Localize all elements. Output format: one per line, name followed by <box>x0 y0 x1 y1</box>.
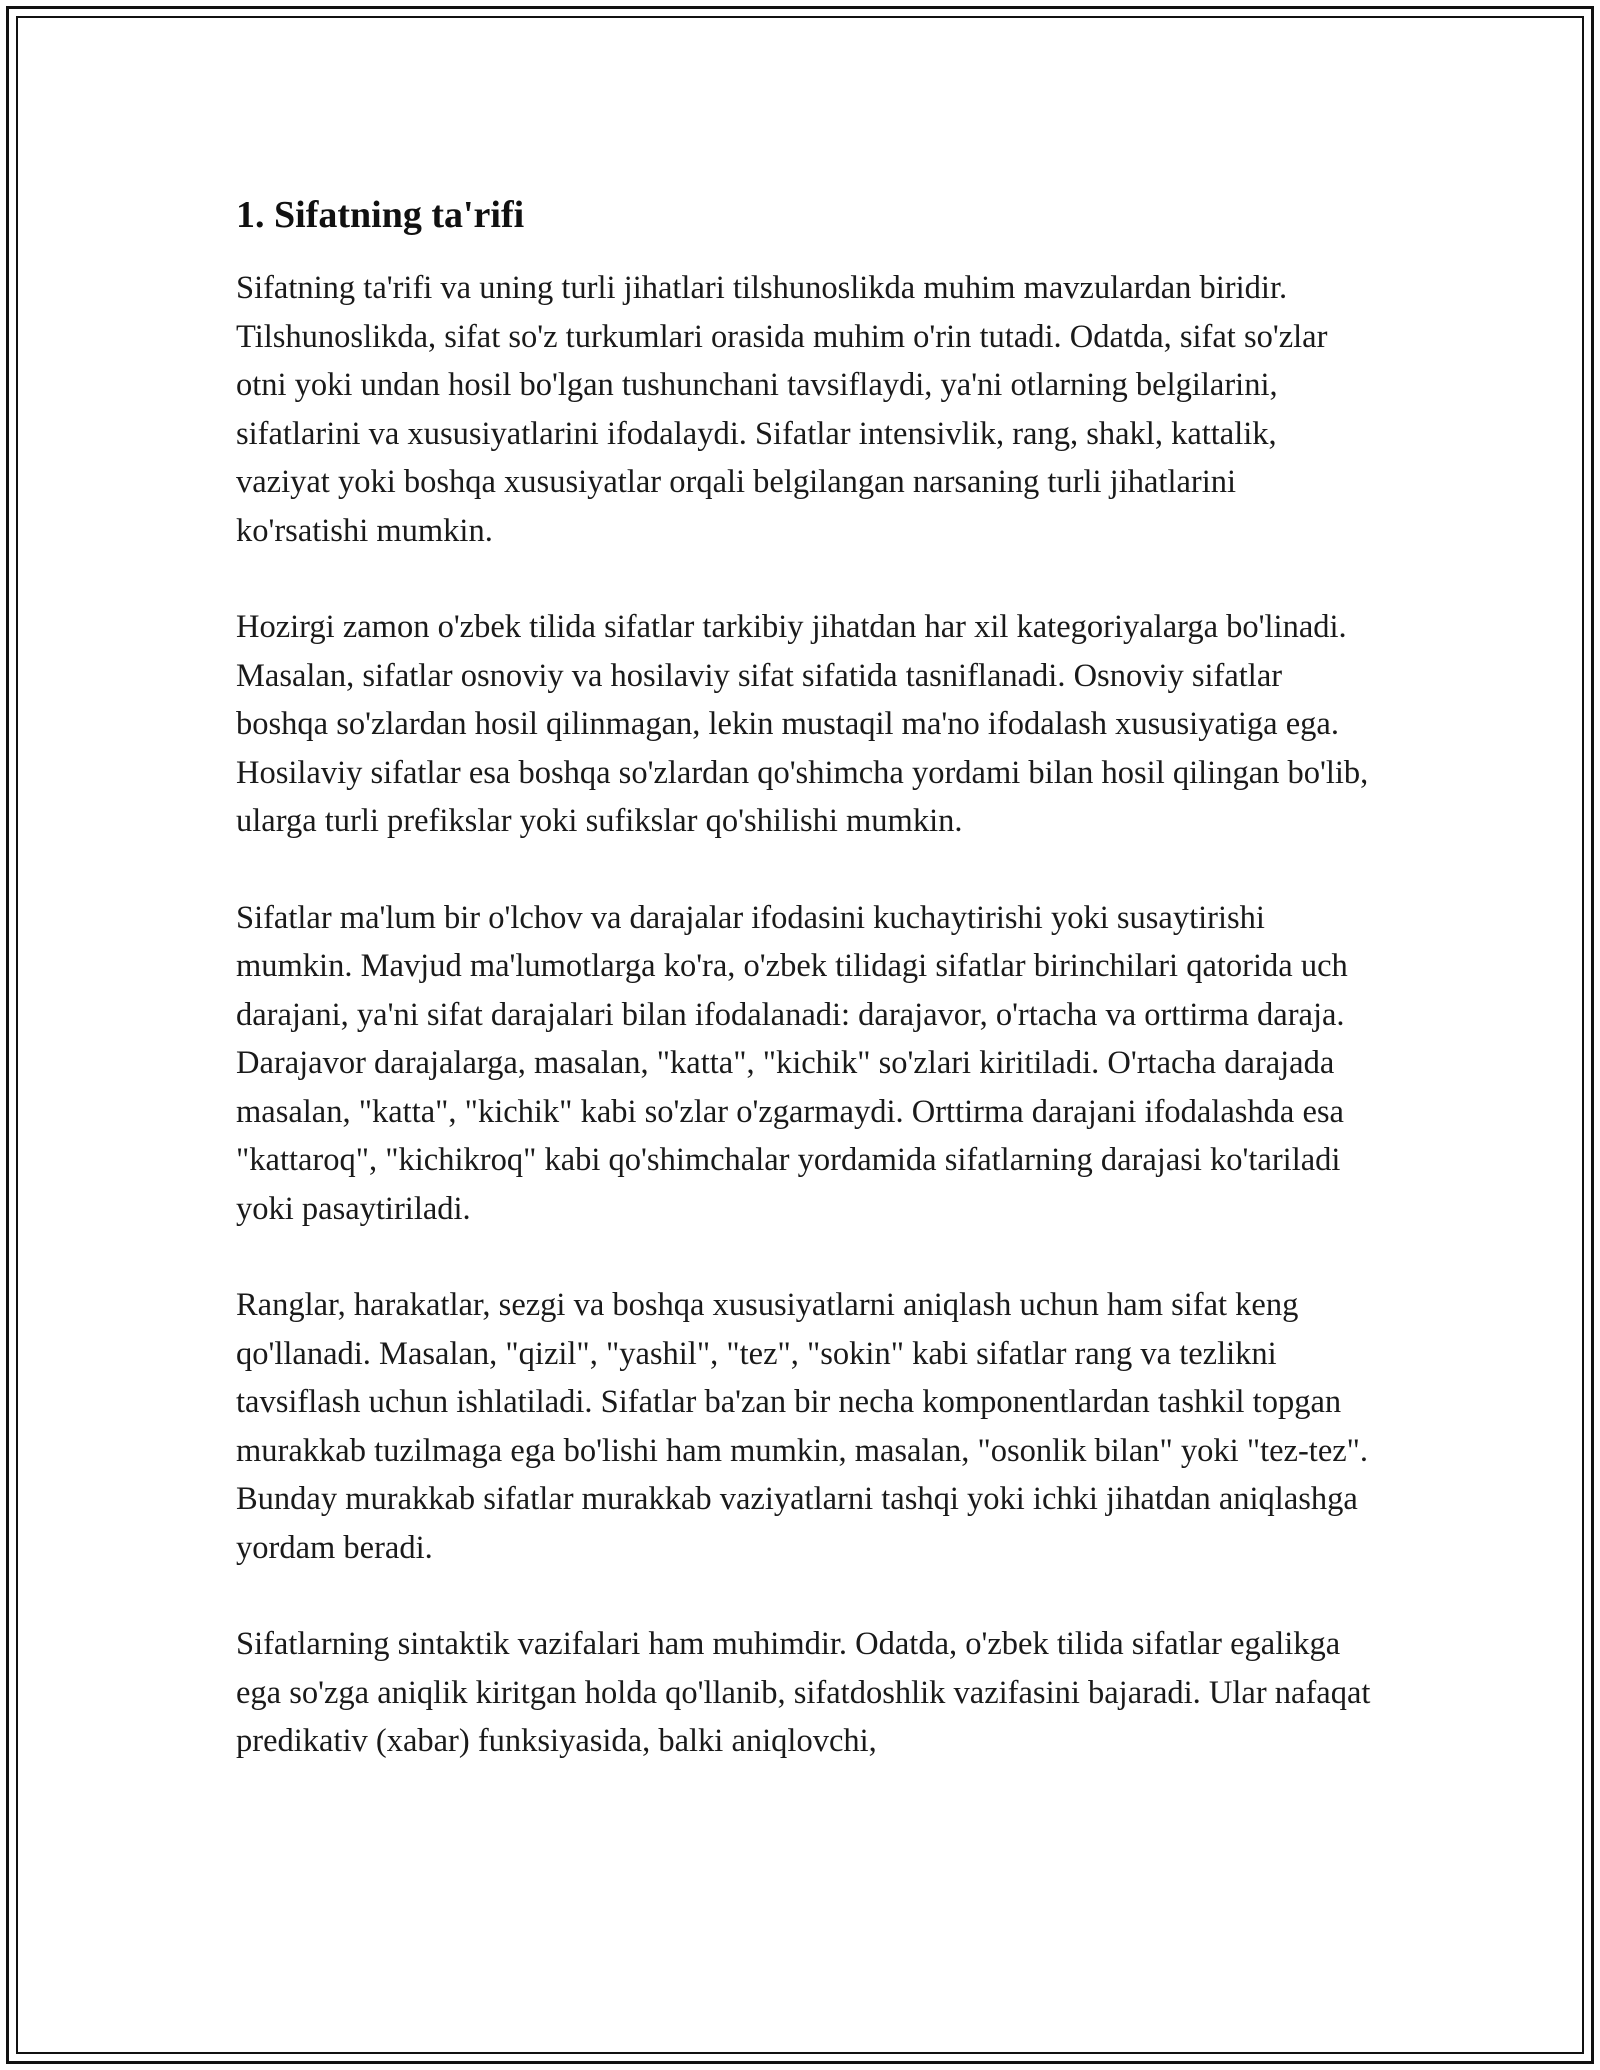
section-heading: 1. Sifatning ta'rifi <box>236 194 525 236</box>
paragraph-categories: Hozirgi zamon o'zbek tilida sifatlar tarkibiy jihatdan har xil kategoriyalarga bo'linadi. Masalan, sifatlar osnoviy va hosilaviy sifat sifatida tasniflanadi. Osnoviy sifatlar boshqa so'zlardan hosil qilinmagan, lekin mustaqil ma'no ifodalash xususiyatiga ega. Hosilaviy sifatlar esa boshqa so'zlardan qo'shimcha yordami bilan hosil qilingan bo'lib, ularga turli prefikslar yoki sufikslar qo'shilishi mumkin. <box>236 609 1369 839</box>
document-body <box>236 188 1376 1766</box>
paragraph-definition: Sifatning ta'rifi va uning turli jihatlari tilshunoslikda muhim mavzulardan biridir. Tilshunoslikda, sifat so'z turkumlari orasida muhim o'rin tutadi. Odatda, sifat so'zlar otni yoki undan hosil bo'lgan tushunchani tavsiflaydi, ya'ni otlarning belgilarini, sifatlarini va xususiyatlarini ifodalaydi. Sifatlar intensivlik, rang, shakl, kattalik, vaziyat yoki boshqa xususiyatlar orqali belgilangan narsaning turli jihatlarini ko'rsatishi mumkin. <box>236 270 1328 549</box>
paragraph-degrees: Sifatlar ma'lum bir o'lchov va darajalar ifodasini kuchaytirishi yoki susaytirishi mumkin. Mavjud ma'lumotlarga ko'ra, o'zbek tilidagi sifatlar birinchilari qatorida uch darajani, ya'ni sifat darajalari bilan ifodalanadi: darajavor, o'rtacha va orttirma daraja. Darajavor darajalarga, masalan, "katta", "kichik" so'zlari kiritiladi. O'rtacha darajada masalan, "katta", "kichik" kabi so'zlar o'zgarmaydi. Orttirma darajani ifodalashda esa "kattaroq", "kichikroq" kabi qo'shimchalar yordamida sifatlarning darajasi ko'tariladi yoki pasaytiriladi. <box>236 899 1348 1227</box>
paragraph-syntax: Sifatlarning sintaktik vazifalari ham muhimdir. Odatda, o'zbek tilida sifatlar egalikga ega so'zga aniqlik kiritgan holda qo'llanib, sifatdoshlik vazifasini bajaradi. Ular nafaqat predikativ (xabar) funksiyasida, balki aniqlovchi, <box>236 1626 1371 1759</box>
paragraph-usage: Ranglar, harakatlar, sezgi va boshqa xususiyatlarni aniqlash uchun ham sifat keng qo'llanadi. Masalan, "qizil", "yashil", "tez", "sokin" kabi sifatlar rang va tezlikni tavsiflash uchun ishlatiladi. Sifatlar ba'zan bir necha komponentlardan tashkil topgan murakkab tuzilmaga ega bo'lishi ham mumkin, masalan, "osonlik bilan" yoki "tez-tez". Bunday murakkab sifatlar murakkab vaziyatlarni tashqi yoki ichki jihatdan aniqlashga yordam beradi. <box>236 1287 1369 1566</box>
